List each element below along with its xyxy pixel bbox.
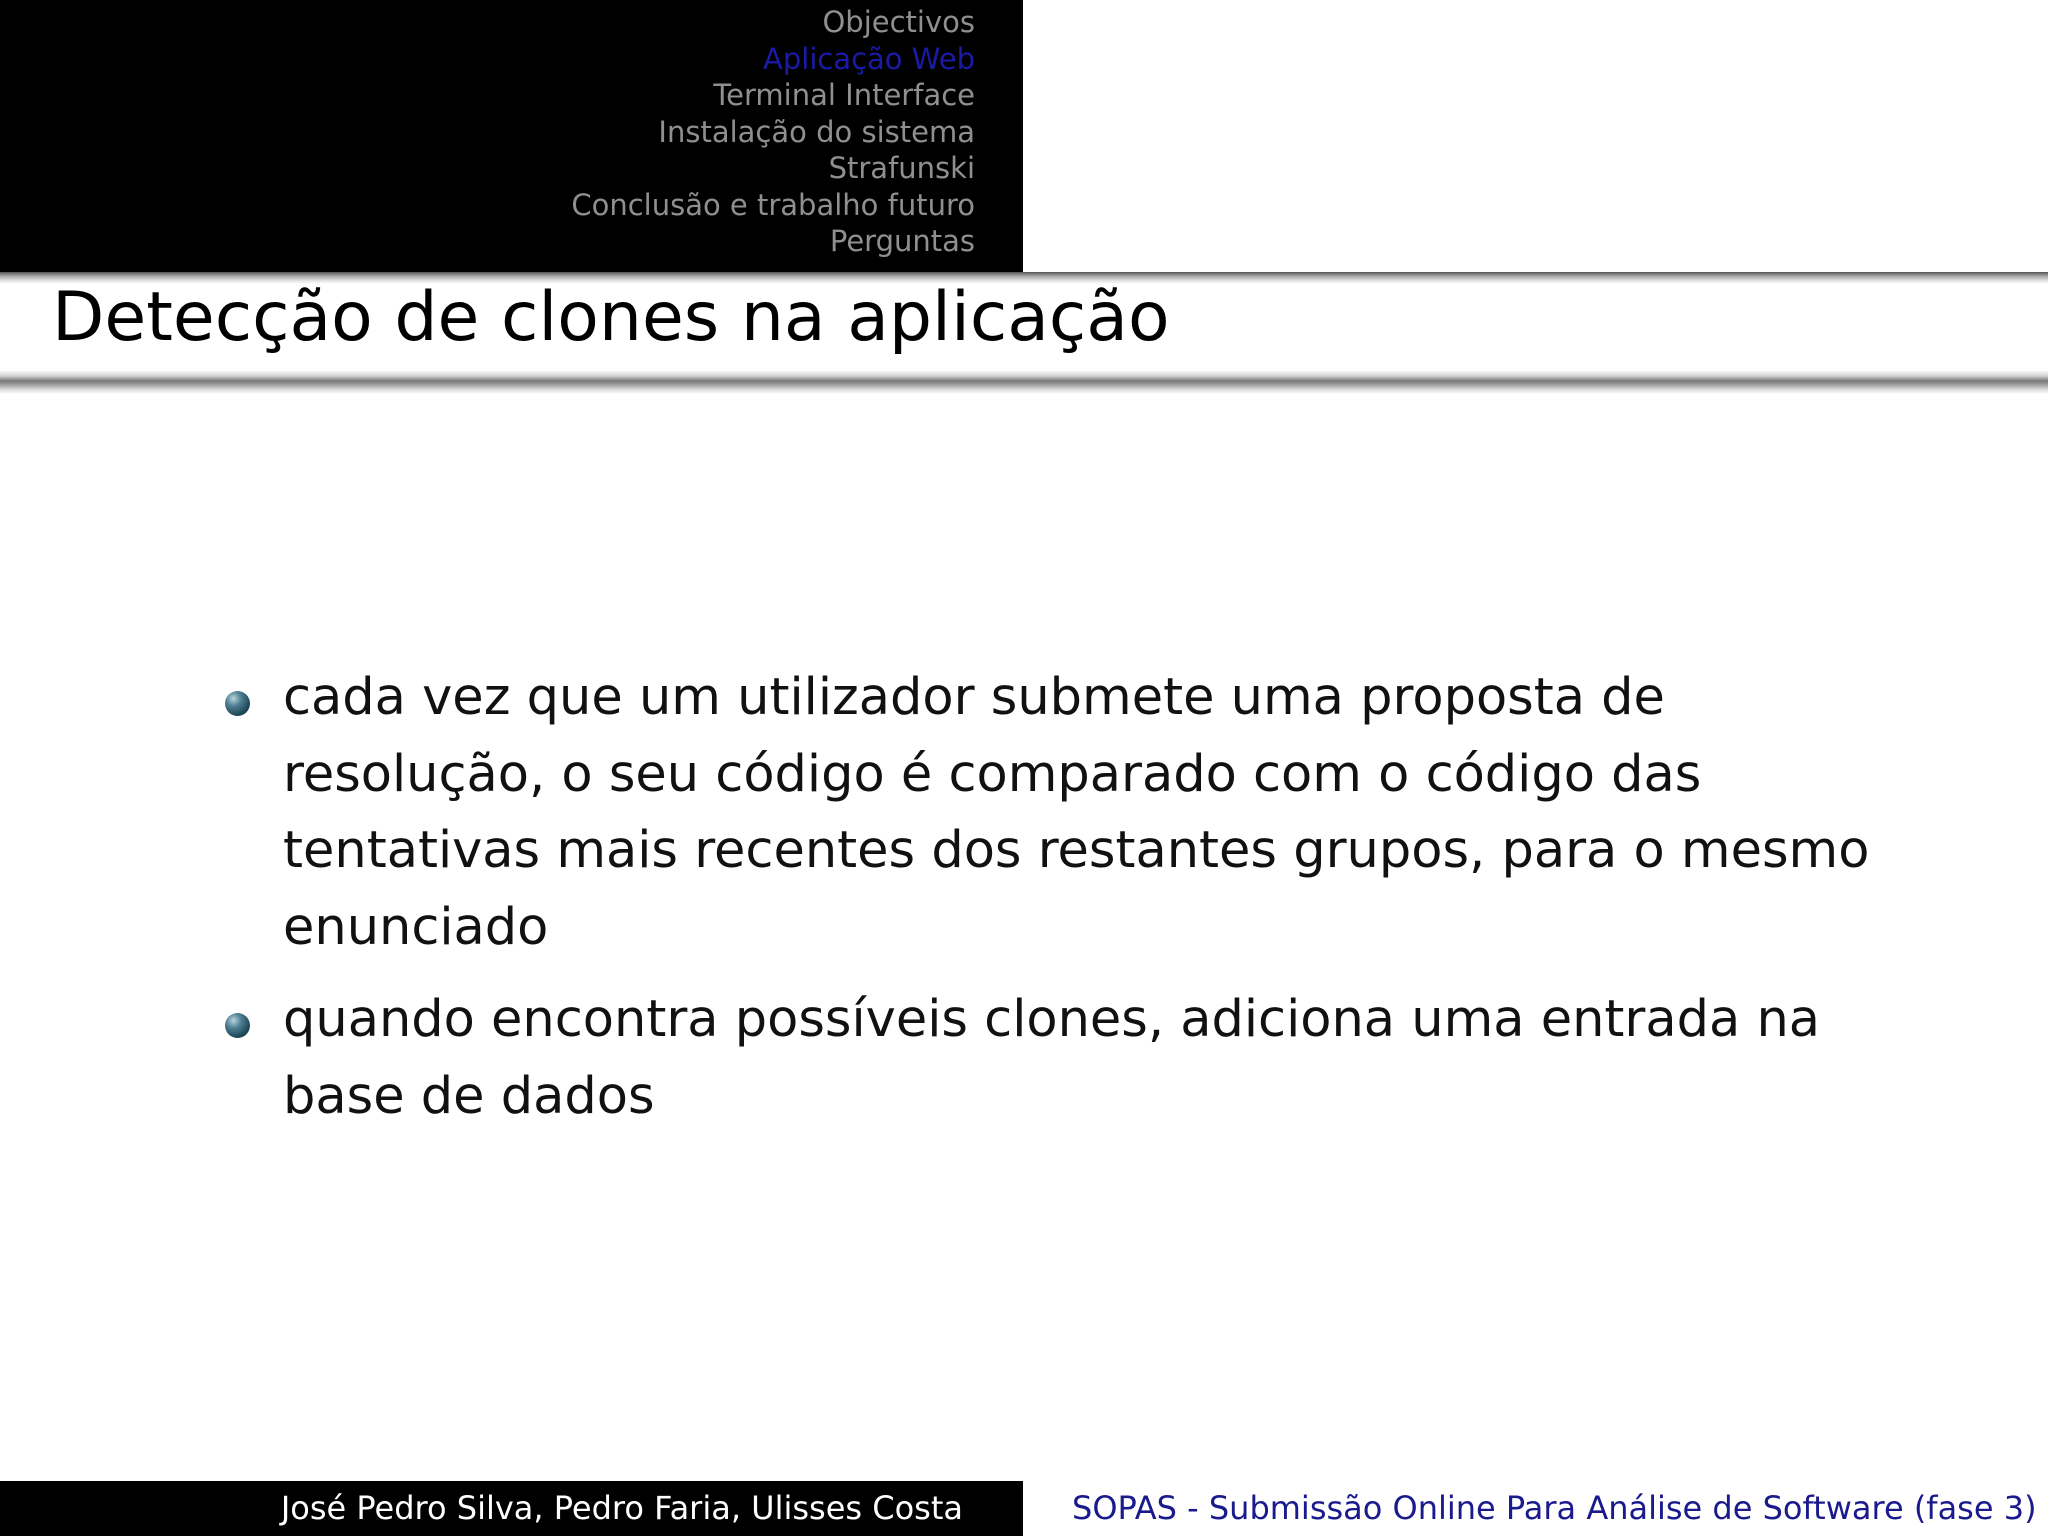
nav-item-conclusao[interactable]: Conclusão e trabalho futuro	[571, 187, 975, 222]
bullet-item	[222, 982, 1902, 1135]
section-navigation	[0, 0, 1023, 272]
footer-authors: José Pedro Silva, Pedro Faria, Ulisses Costa	[280, 1489, 963, 1527]
section-navigation-list	[571, 4, 975, 260]
footer	[0, 1481, 2048, 1536]
footer-authors-panel	[0, 1481, 1023, 1536]
nav-item-perguntas[interactable]: Perguntas	[829, 224, 975, 258]
bullet-ball-icon	[225, 691, 250, 716]
nav-item-objectivos[interactable]: Objectivos	[822, 5, 975, 39]
bullet-text: cada vez que um utilizador submete uma proposta de resolução, o seu código é comparado com o código das tentativas mais recentes dos restantes grupos, para o mesmo enunciado	[283, 668, 1870, 957]
bullet-text: quando encontra possíveis clones, adiciona uma entrada na base de dados	[283, 990, 1821, 1126]
footer-talk-title: SOPAS - Submissão Online Para Análise de Software (fase 3)	[1072, 1489, 2037, 1527]
bullet-item	[222, 660, 1902, 966]
nav-item-aplicacao-web[interactable]: Aplicação Web	[763, 41, 975, 76]
nav-item-terminal-interface[interactable]: Terminal Interface	[713, 78, 975, 112]
title-bar-bottom-shadow	[0, 370, 2048, 394]
frame-title: Detecção de clones na aplicação	[52, 278, 1170, 357]
bullet-list	[222, 660, 1902, 1151]
nav-item-strafunski[interactable]: Strafunski	[828, 151, 975, 185]
nav-item-instalacao-do-sistema[interactable]: Instalação do sistema	[658, 114, 975, 149]
footer-title-panel	[1023, 1481, 2048, 1536]
bullet-ball-icon	[225, 1013, 250, 1038]
